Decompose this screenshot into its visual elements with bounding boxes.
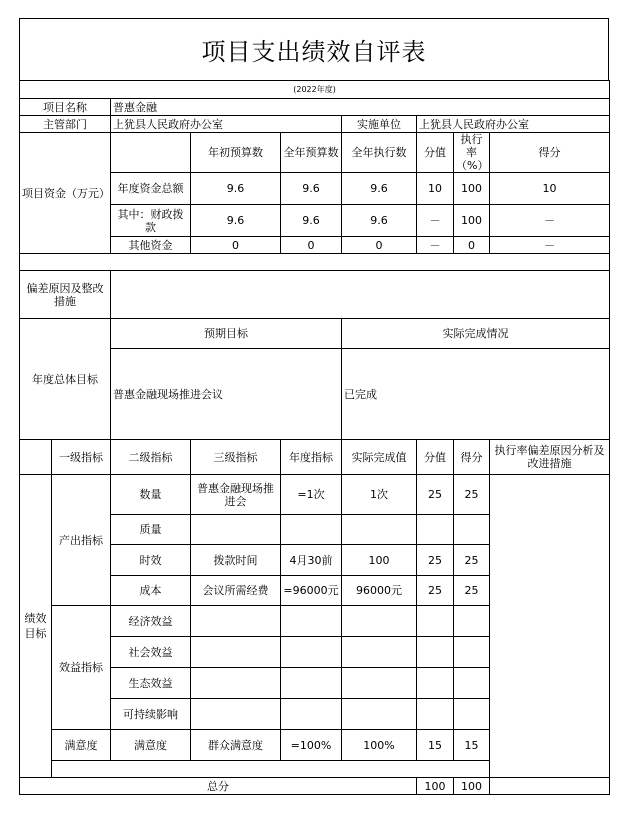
indicator-l3 <box>191 515 281 545</box>
indicator-l2: 质量 <box>111 515 191 545</box>
benefit-indicator-label: 效益指标 <box>52 606 111 730</box>
year-label: (2022年度) <box>20 81 610 99</box>
dept-row <box>20 116 610 133</box>
funds-header: 全年预算数 <box>281 133 342 173</box>
indicator-target <box>281 515 342 545</box>
indicator-score-val: 25 <box>417 545 454 576</box>
indicator-header: 分值 <box>417 440 454 475</box>
indicator-header: 执行率偏差原因分析及改进措施 <box>490 440 610 475</box>
annual-header-row <box>20 319 610 349</box>
indicator-actual: 100% <box>342 730 417 761</box>
dept-value: 上犹县人民政府办公室 <box>111 116 342 133</box>
indicator-l2: 时效 <box>111 545 191 576</box>
indicator-score: 15 <box>454 730 490 761</box>
indicator-score: 25 <box>454 576 490 606</box>
funds-cell: 100 <box>454 205 490 237</box>
funds-row-name: 其他资金 <box>111 237 191 254</box>
indicator-l2: 成本 <box>111 576 191 606</box>
indicator-target: 4月30前 <box>281 545 342 576</box>
indicator-actual: 96000元 <box>342 576 417 606</box>
project-name-label: 项目名称 <box>20 99 111 116</box>
funds-cell: 9.6 <box>281 173 342 205</box>
indicator-target: =1次 <box>281 475 342 515</box>
indicator-header: 年度指标 <box>281 440 342 475</box>
funds-cell: 9.6 <box>281 205 342 237</box>
evaluation-table <box>19 80 610 795</box>
indicator-header: 得分 <box>454 440 490 475</box>
expected-label: 预期目标 <box>111 319 342 349</box>
spacer-row <box>20 254 610 271</box>
funds-cell: 100 <box>454 173 490 205</box>
funds-header: 执行率（%） <box>454 133 490 173</box>
deviation-label: 偏差原因及整改措施 <box>20 271 111 319</box>
funds-header: 分值 <box>417 133 454 173</box>
expected-value: 普惠金融现场推进会议 <box>111 349 342 440</box>
indicator-actual: 1次 <box>342 475 417 515</box>
spacer-row <box>20 761 610 778</box>
funds-header: 年初预算数 <box>191 133 281 173</box>
funds-cell: 0 <box>191 237 281 254</box>
performance-goal-label: 绩效目标 <box>20 475 52 778</box>
indicator-l2: 社会效益 <box>111 637 191 668</box>
indicator-actual <box>342 515 417 545</box>
total-score-val: 100 <box>417 778 454 795</box>
indicator-l3: 会议所需经费 <box>191 576 281 606</box>
year-row <box>20 81 610 99</box>
actual-label: 实际完成情况 <box>342 319 610 349</box>
total-row <box>20 778 610 795</box>
funds-cell: 10 <box>490 173 610 205</box>
indicator-header: 三级指标 <box>191 440 281 475</box>
funds-row-name: 年度资金总额 <box>111 173 191 205</box>
indicator-actual: 100 <box>342 545 417 576</box>
funds-cell: 0 <box>281 237 342 254</box>
indicator-l2: 生态效益 <box>111 668 191 699</box>
funds-cell: 9.6 <box>342 173 417 205</box>
project-name-value: 普惠金融 <box>111 99 610 116</box>
indicator-l3: 拨款时间 <box>191 545 281 576</box>
funds-header: 得分 <box>490 133 610 173</box>
indicator-header-row <box>20 440 610 475</box>
dept-label: 主管部门 <box>20 116 111 133</box>
indicator-target: =96000元 <box>281 576 342 606</box>
indicator-l3: 普惠金融现场推进会 <box>191 475 281 515</box>
funds-header-blank <box>111 133 191 173</box>
indicator-score-val: 25 <box>417 475 454 515</box>
funds-cell: 10 <box>417 173 454 205</box>
indicator-header-blank <box>20 440 52 475</box>
impl-label: 实施单位 <box>342 116 417 133</box>
funds-cell: 9.6 <box>191 205 281 237</box>
funds-header: 全年执行数 <box>342 133 417 173</box>
deviation-value <box>111 271 610 319</box>
indicator-l3: 群众满意度 <box>191 730 281 761</box>
funds-header-row <box>20 133 610 173</box>
funds-cell: 0 <box>342 237 417 254</box>
indicator-row <box>20 475 610 515</box>
funds-cell: 9.6 <box>342 205 417 237</box>
form-title: 项目支出绩效自评表 <box>201 37 427 66</box>
satisfaction-label: 满意度 <box>52 730 111 761</box>
project-name-row <box>20 99 610 116</box>
impl-value: 上犹县人民政府办公室 <box>417 116 610 133</box>
funds-cell: － <box>417 205 454 237</box>
indicator-header: 实际完成值 <box>342 440 417 475</box>
indicator-target: =100% <box>281 730 342 761</box>
actual-value: 已完成 <box>342 349 610 440</box>
indicator-score-val: 15 <box>417 730 454 761</box>
total-score: 100 <box>454 778 490 795</box>
funds-cell: － <box>490 205 610 237</box>
indicator-score <box>454 515 490 545</box>
funds-cell: 9.6 <box>191 173 281 205</box>
indicator-l2: 满意度 <box>111 730 191 761</box>
funds-cell: 0 <box>454 237 490 254</box>
indicator-l2: 可持续影响 <box>111 699 191 730</box>
annual-label: 年度总体目标 <box>20 319 111 440</box>
funds-cell: － <box>490 237 610 254</box>
deviation-analysis-cell <box>490 475 610 778</box>
total-label: 总分 <box>20 778 417 795</box>
output-indicator-label: 产出指标 <box>52 475 111 606</box>
deviation-row <box>20 271 610 319</box>
funds-label: 项目资金（万元） <box>20 133 111 254</box>
indicator-l2: 经济效益 <box>111 606 191 637</box>
indicator-score: 25 <box>454 475 490 515</box>
indicator-score-val <box>417 515 454 545</box>
funds-cell: － <box>417 237 454 254</box>
funds-row-name: 其中：财政拨款 <box>111 205 191 237</box>
indicator-score-val: 25 <box>417 576 454 606</box>
indicator-l2: 数量 <box>111 475 191 515</box>
indicator-header: 二级指标 <box>111 440 191 475</box>
indicator-score: 25 <box>454 545 490 576</box>
indicator-header: 一级指标 <box>52 440 111 475</box>
